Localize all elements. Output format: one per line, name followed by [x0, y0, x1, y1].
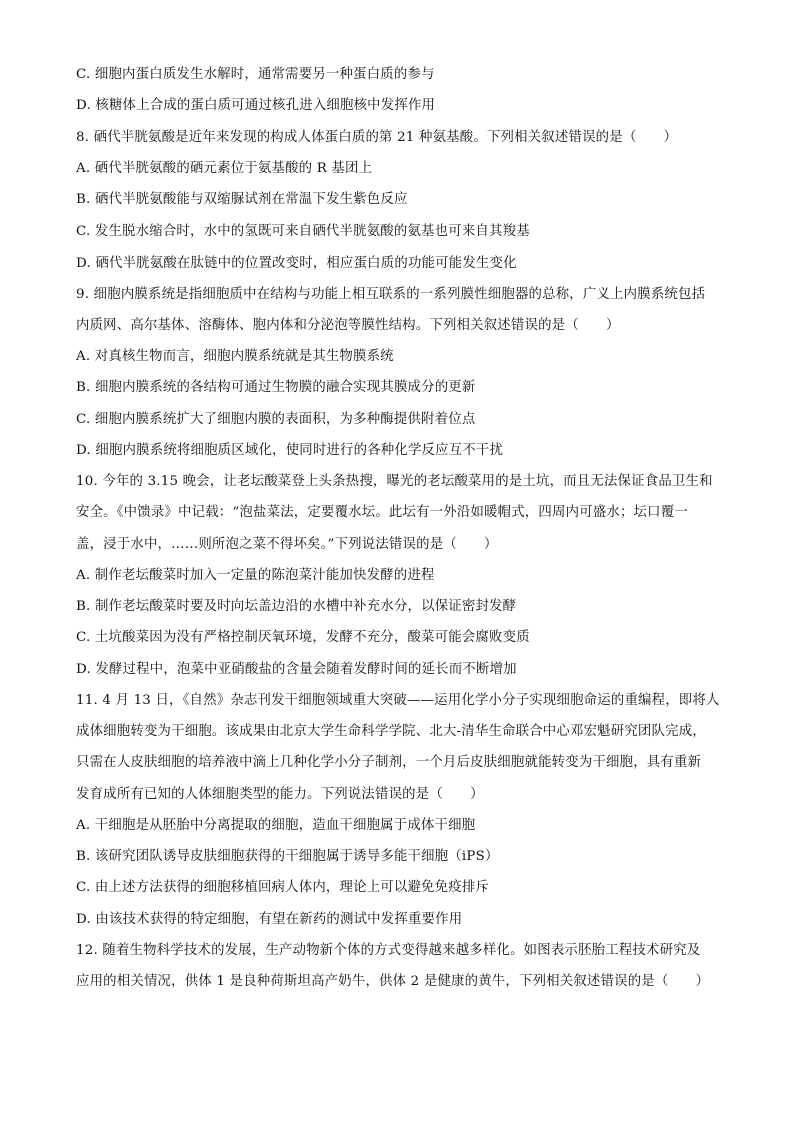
- option-9c: C. 细胞内膜系统扩大了细胞内膜的表面积，为多种酶提供附着位点: [76, 412, 476, 427]
- question-11-stem-line-2: 成体细胞转变为干细胞。该成果由北京大学生命科学学院、北大-清华生命联合中心邓宏魁研究团队完成，: [76, 724, 706, 739]
- option-11c: C. 由上述方法获得的细胞移植回病人体内，理论上可以避免免疫排斥: [76, 880, 490, 895]
- question-10-stem-line-2: 安全。《中馈录》中记载：“泡盐菜法，定要覆水坛。此坛有一外沿如暖帽式，四周内可盛水；坛口覆一: [76, 505, 688, 520]
- option-7c: C. 细胞内蛋白质发生水解时，通常需要另一种蛋白质的参与: [76, 67, 435, 82]
- question-11-stem-line-1: 11. 4 月 13 日，《自然》杂志刊发干细胞领域重大突破——运用化学小分子实现细胞命运的重编程，即将人: [76, 693, 720, 708]
- option-10a: A. 制作老坛酸菜时加入一定量的陈泡菜汁能加快发酵的进程: [76, 568, 435, 583]
- option-8d: D. 硒代半胱氨酸在肽链中的位置改变时，相应蛋白质的功能可能发生变化: [76, 256, 517, 271]
- option-11b: B. 该研究团队诱导皮肤细胞获得的干细胞属于诱导多能干细胞（iPS）: [76, 849, 499, 864]
- question-10-stem-line-3: 盖，浸于水中，……则所泡之菜不得坏矣。”下列说法错误的是（ ）: [76, 537, 498, 552]
- option-9a: A. 对真核生物而言，细胞内膜系统就是其生物膜系统: [76, 349, 394, 364]
- question-10-stem-line-1: 10. 今年的 3.15 晚会，让老坛酸菜登上头条热搜，曝光的老坛酸菜用的是土坑，而且无法保证食品卫生和: [76, 474, 713, 489]
- option-10d: D. 发酵过程中，泡菜中亚硝酸盐的含量会随着发酵时间的延长而不断增加: [76, 662, 517, 677]
- option-11d: D. 由该技术获得的特定细胞，有望在新药的测试中发挥重要作用: [76, 912, 463, 927]
- question-8-stem: 8. 硒代半胱氨酸是近年来发现的构成人体蛋白质的第 21 种氨基酸。下列相关叙述错误的是（ ）: [76, 130, 678, 145]
- option-10c: C. 土坑酸菜因为没有严格控制厌氧环境，发酵不充分，酸菜可能会腐败变质: [76, 630, 530, 645]
- option-9b: B. 细胞内膜系统的各结构可通过生物膜的融合实现其膜成分的更新: [76, 380, 476, 395]
- option-8c: C. 发生脱水缩合时，水中的氢既可来自硒代半胱氨酸的氨基也可来自其羧基: [76, 224, 530, 239]
- question-9-stem-line-2: 内质网、高尔基体、溶酶体、胞内体和分泌泡等膜性结构。下列相关叙述错误的是（ ）: [76, 318, 620, 333]
- option-8a: A. 硒代半胱氨酸的硒元素位于氨基酸的 R 基团上: [76, 161, 373, 176]
- question-11-stem-line-4: 发育成所有已知的人体细胞类型的能力。下列说法错误的是（ ）: [76, 787, 484, 802]
- option-8b: B. 硒代半胱氨酸能与双缩脲试剂在常温下发生紫色反应: [76, 192, 408, 207]
- option-10b: B. 制作老坛酸菜时要及时向坛盖边沿的水槽中补充水分，以保证密封发酵: [76, 599, 517, 614]
- option-11a: A. 干细胞是从胚胎中分离提取的细胞，造血干细胞属于成体干细胞: [76, 818, 476, 833]
- question-11-stem-line-3: 只需在人皮肤细胞的培养液中滴上几种化学小分子制剂，一个月后皮肤细胞就能转变为干细胞，具有重新: [76, 755, 702, 770]
- question-9-stem-line-1: 9. 细胞内膜系统是指细胞质中在结构与功能上相互联系的一系列膜性细胞器的总称，广义上内膜系统包括: [76, 287, 706, 302]
- question-12-stem-line-1: 12. 随着生物科学技术的发展，生产动物新个体的方式变得越来越多样化。如图表示胚胎工程技术研究及: [76, 943, 701, 958]
- option-9d: D. 细胞内膜系统将细胞质区域化，使同时进行的各种化学反应互不干扰: [76, 443, 504, 458]
- option-7d: D. 核糖体上合成的蛋白质可通过核孔进入细胞核中发挥作用: [76, 98, 436, 113]
- question-12-stem-line-2: 应用的相关情况，供体 1 是良种荷斯坦高产奶牛，供体 2 是健康的黄牛，下列相关叙述错误的是（ ）: [76, 974, 710, 989]
